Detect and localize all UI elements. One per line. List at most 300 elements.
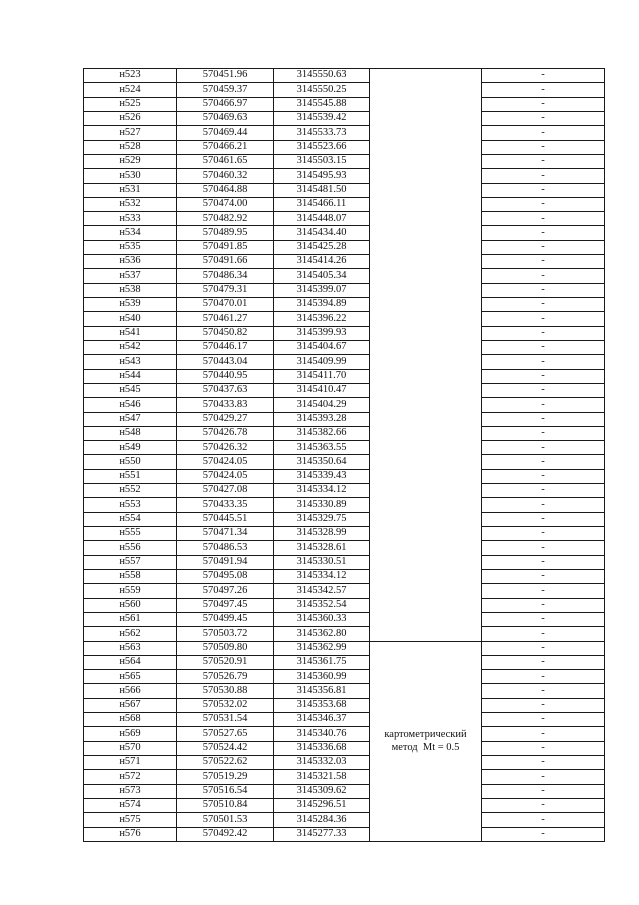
x-coordinate-cell: 570437.63	[177, 383, 274, 397]
point-id-cell: н564	[84, 655, 177, 669]
method-cell	[370, 369, 482, 383]
y-coordinate-cell: 3145296.51	[274, 798, 370, 812]
precision-cell: -	[482, 827, 605, 841]
point-id-cell: н567	[84, 698, 177, 712]
x-coordinate-cell: 570527.65	[177, 727, 274, 741]
y-coordinate-cell: 3145503.15	[274, 154, 370, 168]
point-id-cell: н535	[84, 240, 177, 254]
method-cell	[370, 383, 482, 397]
point-id-cell: н538	[84, 283, 177, 297]
precision-cell: -	[482, 255, 605, 269]
x-coordinate-cell: 570519.29	[177, 770, 274, 784]
y-coordinate-cell: 3145330.51	[274, 555, 370, 569]
y-coordinate-cell: 3145404.67	[274, 340, 370, 354]
table-row	[84, 641, 605, 655]
point-id-cell: н566	[84, 684, 177, 698]
point-id-cell: н560	[84, 598, 177, 612]
point-id-cell: н526	[84, 111, 177, 125]
y-coordinate-cell: 3145342.57	[274, 584, 370, 598]
table-row	[84, 197, 605, 211]
x-coordinate-cell: 570491.85	[177, 240, 274, 254]
precision-cell: -	[482, 169, 605, 183]
precision-cell: -	[482, 741, 605, 755]
y-coordinate-cell: 3145523.66	[274, 140, 370, 154]
x-coordinate-cell: 570492.42	[177, 827, 274, 841]
point-id-cell: н570	[84, 741, 177, 755]
x-coordinate-cell: 570464.88	[177, 183, 274, 197]
table-row	[84, 326, 605, 340]
y-coordinate-cell: 3145360.99	[274, 670, 370, 684]
table-row	[84, 498, 605, 512]
x-coordinate-cell: 570503.72	[177, 627, 274, 641]
table-row	[84, 756, 605, 770]
point-id-cell: н555	[84, 527, 177, 541]
precision-cell: -	[482, 111, 605, 125]
y-coordinate-cell: 3145328.61	[274, 541, 370, 555]
point-id-cell: н565	[84, 670, 177, 684]
x-coordinate-cell: 570501.53	[177, 813, 274, 827]
method-cell	[370, 426, 482, 440]
point-id-cell: н541	[84, 326, 177, 340]
table-row	[84, 569, 605, 583]
method-cell	[370, 326, 482, 340]
point-id-cell: н573	[84, 784, 177, 798]
method-cell	[370, 240, 482, 254]
x-coordinate-cell: 570424.05	[177, 469, 274, 483]
method-cell	[370, 255, 482, 269]
x-coordinate-cell: 570524.42	[177, 741, 274, 755]
x-coordinate-cell: 570446.17	[177, 340, 274, 354]
table-row	[84, 312, 605, 326]
y-coordinate-cell: 3145539.42	[274, 111, 370, 125]
method-cell	[370, 111, 482, 125]
precision-cell: -	[482, 612, 605, 626]
table-row	[84, 741, 605, 755]
precision-cell: -	[482, 412, 605, 426]
precision-cell: -	[482, 340, 605, 354]
y-coordinate-cell: 3145495.93	[274, 169, 370, 183]
x-coordinate-cell: 570532.02	[177, 698, 274, 712]
method-cell	[370, 212, 482, 226]
y-coordinate-cell: 3145382.66	[274, 426, 370, 440]
y-coordinate-cell: 3145329.75	[274, 512, 370, 526]
x-coordinate-cell: 570530.88	[177, 684, 274, 698]
x-coordinate-cell: 570461.65	[177, 154, 274, 168]
table-row	[84, 283, 605, 297]
table-row	[84, 111, 605, 125]
point-id-cell: н575	[84, 813, 177, 827]
table-row	[84, 269, 605, 283]
precision-cell: -	[482, 383, 605, 397]
table-row	[84, 555, 605, 569]
table-row	[84, 598, 605, 612]
precision-cell: -	[482, 212, 605, 226]
precision-cell: -	[482, 798, 605, 812]
y-coordinate-cell: 3145404.29	[274, 398, 370, 412]
table-row	[84, 154, 605, 168]
precision-cell: -	[482, 698, 605, 712]
precision-cell: -	[482, 756, 605, 770]
precision-cell: -	[482, 97, 605, 111]
method-cell	[370, 441, 482, 455]
method-cell	[370, 269, 482, 283]
y-coordinate-cell: 3145448.07	[274, 212, 370, 226]
table-row	[84, 512, 605, 526]
x-coordinate-cell: 570522.62	[177, 756, 274, 770]
y-coordinate-cell: 3145360.33	[274, 612, 370, 626]
y-coordinate-cell: 3145411.70	[274, 369, 370, 383]
method-cell	[370, 340, 482, 354]
method-cell	[370, 569, 482, 583]
method-cell	[370, 598, 482, 612]
point-id-cell: н557	[84, 555, 177, 569]
y-coordinate-cell: 3145353.68	[274, 698, 370, 712]
precision-cell: -	[482, 684, 605, 698]
table-row	[84, 798, 605, 812]
method-note-line1: картометрический	[384, 729, 467, 741]
precision-cell: -	[482, 555, 605, 569]
point-id-cell: н576	[84, 827, 177, 841]
point-id-cell: н563	[84, 641, 177, 655]
precision-cell: -	[482, 469, 605, 483]
point-id-cell: н549	[84, 441, 177, 455]
point-id-cell: н558	[84, 569, 177, 583]
point-id-cell: н556	[84, 541, 177, 555]
precision-cell: -	[482, 498, 605, 512]
precision-cell: -	[482, 240, 605, 254]
table-row	[84, 612, 605, 626]
method-cell	[370, 612, 482, 626]
table-row	[84, 541, 605, 555]
x-coordinate-cell: 570459.37	[177, 83, 274, 97]
precision-cell: -	[482, 655, 605, 669]
method-cell-merged	[370, 641, 482, 841]
point-id-cell: н571	[84, 756, 177, 770]
table-row	[84, 355, 605, 369]
point-id-cell: н537	[84, 269, 177, 283]
x-coordinate-cell: 570440.95	[177, 369, 274, 383]
x-coordinate-cell: 570424.05	[177, 455, 274, 469]
precision-cell: -	[482, 527, 605, 541]
y-coordinate-cell: 3145409.99	[274, 355, 370, 369]
point-id-cell: н574	[84, 798, 177, 812]
coordinates-table	[83, 68, 605, 842]
x-coordinate-cell: 570429.27	[177, 412, 274, 426]
x-coordinate-cell: 570495.08	[177, 569, 274, 583]
table-row	[84, 83, 605, 97]
y-coordinate-cell: 3145328.99	[274, 527, 370, 541]
method-cell	[370, 498, 482, 512]
table-row	[84, 97, 605, 111]
point-id-cell: н547	[84, 412, 177, 426]
x-coordinate-cell: 570433.83	[177, 398, 274, 412]
x-coordinate-cell: 570509.80	[177, 641, 274, 655]
table-row	[84, 484, 605, 498]
table-row	[84, 240, 605, 254]
point-id-cell: н531	[84, 183, 177, 197]
y-coordinate-cell: 3145434.40	[274, 226, 370, 240]
y-coordinate-cell: 3145362.99	[274, 641, 370, 655]
precision-cell: -	[482, 484, 605, 498]
table-row	[84, 698, 605, 712]
y-coordinate-cell: 3145309.62	[274, 784, 370, 798]
table-row	[84, 169, 605, 183]
method-cell	[370, 455, 482, 469]
method-cell	[370, 126, 482, 140]
method-cell	[370, 355, 482, 369]
x-coordinate-cell: 570450.82	[177, 326, 274, 340]
point-id-cell: н569	[84, 727, 177, 741]
method-cell	[370, 226, 482, 240]
method-cell	[370, 469, 482, 483]
table-row	[84, 813, 605, 827]
table-row	[84, 827, 605, 841]
table-row	[84, 126, 605, 140]
precision-cell: -	[482, 441, 605, 455]
table-row	[84, 212, 605, 226]
y-coordinate-cell: 3145405.34	[274, 269, 370, 283]
precision-cell: -	[482, 154, 605, 168]
x-coordinate-cell: 570460.32	[177, 169, 274, 183]
y-coordinate-cell: 3145425.28	[274, 240, 370, 254]
precision-cell: -	[482, 226, 605, 240]
x-coordinate-cell: 570466.97	[177, 97, 274, 111]
precision-cell: -	[482, 83, 605, 97]
point-id-cell: н562	[84, 627, 177, 641]
y-coordinate-cell: 3145550.63	[274, 69, 370, 83]
method-cell	[370, 197, 482, 211]
precision-cell: -	[482, 512, 605, 526]
point-id-cell: н572	[84, 770, 177, 784]
precision-cell: -	[482, 455, 605, 469]
x-coordinate-cell: 570497.26	[177, 584, 274, 598]
y-coordinate-cell: 3145394.89	[274, 298, 370, 312]
method-cell	[370, 484, 482, 498]
point-id-cell: н533	[84, 212, 177, 226]
point-id-cell: н524	[84, 83, 177, 97]
method-cell	[370, 83, 482, 97]
method-cell	[370, 584, 482, 598]
x-coordinate-cell: 570499.45	[177, 612, 274, 626]
point-id-cell: н528	[84, 140, 177, 154]
table-row	[84, 69, 605, 83]
method-cell	[370, 140, 482, 154]
point-id-cell: н554	[84, 512, 177, 526]
precision-cell: -	[482, 69, 605, 83]
point-id-cell: н552	[84, 484, 177, 498]
precision-cell: -	[482, 355, 605, 369]
point-id-cell: н539	[84, 298, 177, 312]
method-cell	[370, 312, 482, 326]
table-row	[84, 469, 605, 483]
table-row	[84, 655, 605, 669]
precision-cell: -	[482, 126, 605, 140]
point-id-cell: н536	[84, 255, 177, 269]
point-id-cell: н525	[84, 97, 177, 111]
x-coordinate-cell: 570443.04	[177, 355, 274, 369]
precision-cell: -	[482, 183, 605, 197]
table-row	[84, 140, 605, 154]
point-id-cell: н540	[84, 312, 177, 326]
precision-cell: -	[482, 298, 605, 312]
y-coordinate-cell: 3145336.68	[274, 741, 370, 755]
y-coordinate-cell: 3145545.88	[274, 97, 370, 111]
precision-cell: -	[482, 541, 605, 555]
x-coordinate-cell: 570482.92	[177, 212, 274, 226]
x-coordinate-cell: 570510.84	[177, 798, 274, 812]
table-row	[84, 527, 605, 541]
y-coordinate-cell: 3145414.26	[274, 255, 370, 269]
point-id-cell: н545	[84, 383, 177, 397]
precision-cell: -	[482, 641, 605, 655]
precision-cell: -	[482, 784, 605, 798]
precision-cell: -	[482, 398, 605, 412]
table-row	[84, 784, 605, 798]
precision-cell: -	[482, 140, 605, 154]
method-cell	[370, 183, 482, 197]
point-id-cell: н546	[84, 398, 177, 412]
y-coordinate-cell: 3145332.03	[274, 756, 370, 770]
precision-cell: -	[482, 426, 605, 440]
precision-cell: -	[482, 584, 605, 598]
y-coordinate-cell: 3145339.43	[274, 469, 370, 483]
table-row	[84, 627, 605, 641]
y-coordinate-cell: 3145284.36	[274, 813, 370, 827]
table-row	[84, 369, 605, 383]
x-coordinate-cell: 570426.78	[177, 426, 274, 440]
method-cell	[370, 169, 482, 183]
precision-cell: -	[482, 326, 605, 340]
point-id-cell: н527	[84, 126, 177, 140]
x-coordinate-cell: 570531.54	[177, 713, 274, 727]
method-cell	[370, 555, 482, 569]
point-id-cell: н550	[84, 455, 177, 469]
precision-cell: -	[482, 713, 605, 727]
y-coordinate-cell: 3145481.50	[274, 183, 370, 197]
y-coordinate-cell: 3145352.54	[274, 598, 370, 612]
point-id-cell: н534	[84, 226, 177, 240]
method-cell	[370, 97, 482, 111]
x-coordinate-cell: 570470.01	[177, 298, 274, 312]
x-coordinate-cell: 570526.79	[177, 670, 274, 684]
point-id-cell: н530	[84, 169, 177, 183]
precision-cell: -	[482, 283, 605, 297]
method-cell	[370, 398, 482, 412]
table-row	[84, 584, 605, 598]
method-cell	[370, 512, 482, 526]
table-row	[84, 670, 605, 684]
y-coordinate-cell: 3145399.93	[274, 326, 370, 340]
point-id-cell: н523	[84, 69, 177, 83]
y-coordinate-cell: 3145350.64	[274, 455, 370, 469]
y-coordinate-cell: 3145334.12	[274, 484, 370, 498]
table-row	[84, 255, 605, 269]
table-row	[84, 770, 605, 784]
x-coordinate-cell: 570461.27	[177, 312, 274, 326]
precision-cell: -	[482, 569, 605, 583]
table-row	[84, 298, 605, 312]
x-coordinate-cell: 570520.91	[177, 655, 274, 669]
precision-cell: -	[482, 813, 605, 827]
x-coordinate-cell: 570451.96	[177, 69, 274, 83]
x-coordinate-cell: 570466.21	[177, 140, 274, 154]
table-row	[84, 713, 605, 727]
method-cell	[370, 298, 482, 312]
y-coordinate-cell: 3145361.75	[274, 655, 370, 669]
precision-cell: -	[482, 598, 605, 612]
point-id-cell: н532	[84, 197, 177, 211]
method-cell	[370, 541, 482, 555]
y-coordinate-cell: 3145410.47	[274, 383, 370, 397]
x-coordinate-cell: 570445.51	[177, 512, 274, 526]
method-cell	[370, 154, 482, 168]
y-coordinate-cell: 3145399.07	[274, 283, 370, 297]
y-coordinate-cell: 3145533.73	[274, 126, 370, 140]
y-coordinate-cell: 3145321.58	[274, 770, 370, 784]
method-cell	[370, 69, 482, 83]
table-row	[84, 455, 605, 469]
x-coordinate-cell: 570489.95	[177, 226, 274, 240]
x-coordinate-cell: 570433.35	[177, 498, 274, 512]
table-row	[84, 398, 605, 412]
point-id-cell: н529	[84, 154, 177, 168]
point-id-cell: н561	[84, 612, 177, 626]
point-id-cell: н544	[84, 369, 177, 383]
y-coordinate-cell: 3145396.22	[274, 312, 370, 326]
point-id-cell: н559	[84, 584, 177, 598]
x-coordinate-cell: 570479.31	[177, 283, 274, 297]
precision-cell: -	[482, 670, 605, 684]
y-coordinate-cell: 3145363.55	[274, 441, 370, 455]
y-coordinate-cell: 3145330.89	[274, 498, 370, 512]
table-row	[84, 226, 605, 240]
method-cell	[370, 412, 482, 426]
y-coordinate-cell: 3145340.76	[274, 727, 370, 741]
x-coordinate-cell: 570469.63	[177, 111, 274, 125]
point-id-cell: н543	[84, 355, 177, 369]
table-row	[84, 426, 605, 440]
table-row	[84, 441, 605, 455]
method-cell	[370, 527, 482, 541]
table-row	[84, 183, 605, 197]
x-coordinate-cell: 570491.66	[177, 255, 274, 269]
x-coordinate-cell: 570474.00	[177, 197, 274, 211]
point-id-cell: н568	[84, 713, 177, 727]
y-coordinate-cell: 3145346.37	[274, 713, 370, 727]
x-coordinate-cell: 570469.44	[177, 126, 274, 140]
point-id-cell: н553	[84, 498, 177, 512]
table-row	[84, 684, 605, 698]
method-note-line2: метод Mt = 0.5	[391, 742, 460, 754]
x-coordinate-cell: 570486.53	[177, 541, 274, 555]
x-coordinate-cell: 570426.32	[177, 441, 274, 455]
point-id-cell: н548	[84, 426, 177, 440]
table-row	[84, 412, 605, 426]
x-coordinate-cell: 570491.94	[177, 555, 274, 569]
point-id-cell: н551	[84, 469, 177, 483]
x-coordinate-cell: 570486.34	[177, 269, 274, 283]
precision-cell: -	[482, 627, 605, 641]
precision-cell: -	[482, 197, 605, 211]
table-row	[84, 340, 605, 354]
method-note	[370, 728, 481, 754]
precision-cell: -	[482, 312, 605, 326]
y-coordinate-cell: 3145277.33	[274, 827, 370, 841]
y-coordinate-cell: 3145466.11	[274, 197, 370, 211]
table-row	[84, 727, 605, 741]
y-coordinate-cell: 3145334.12	[274, 569, 370, 583]
coordinates-table-body	[84, 69, 605, 842]
